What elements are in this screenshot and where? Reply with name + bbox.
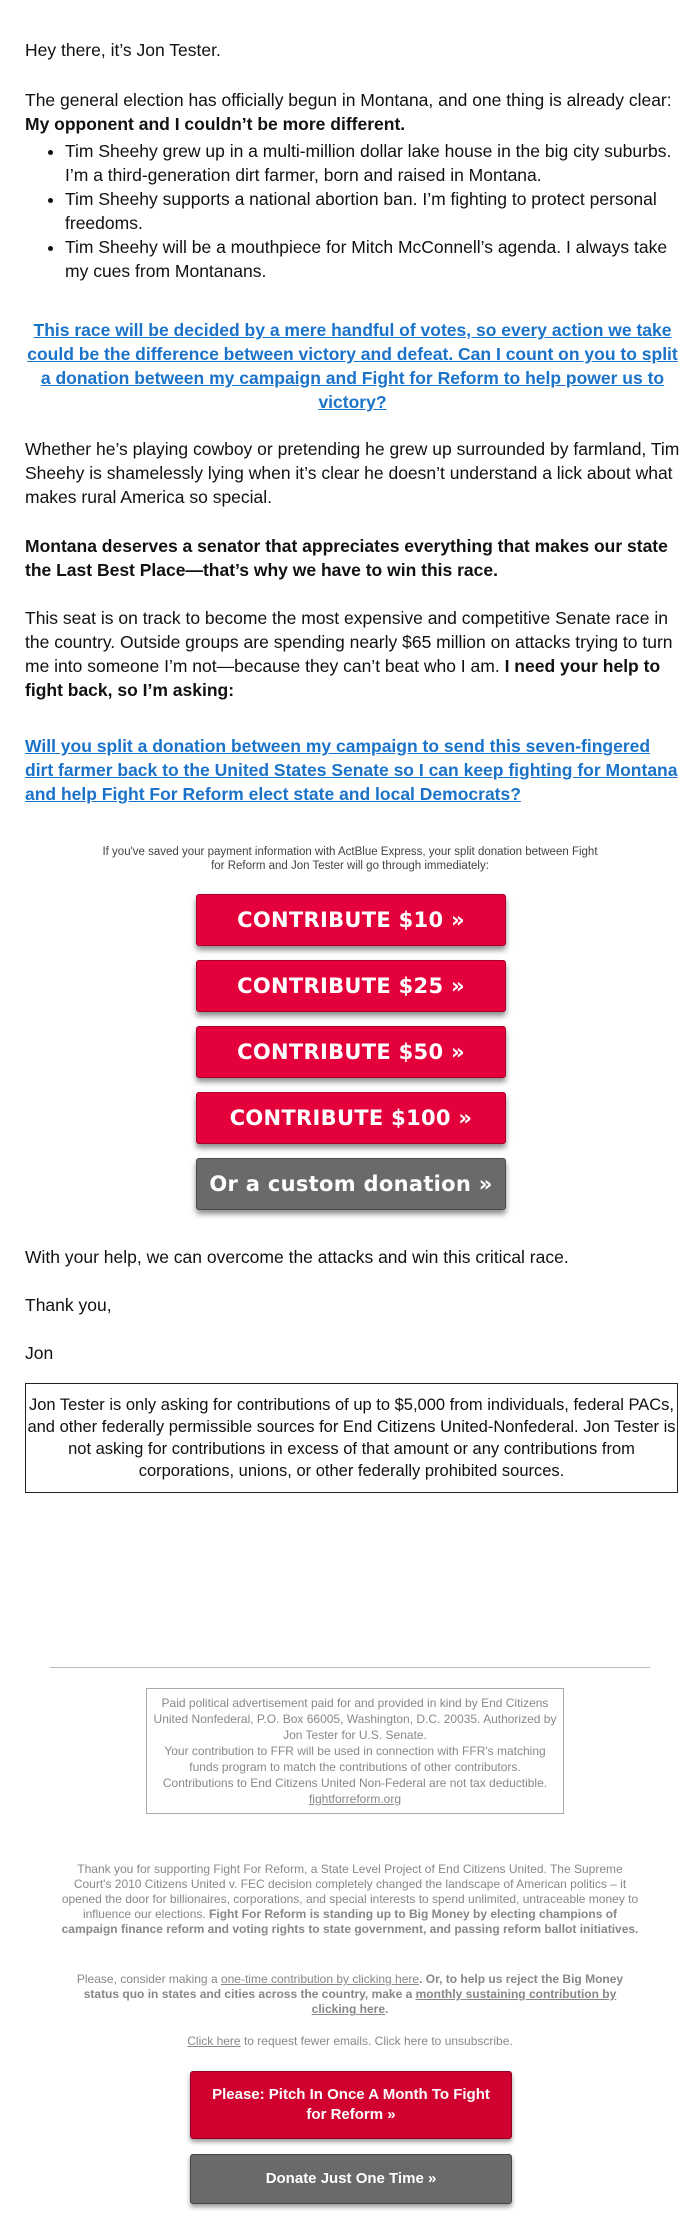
thanks-line: Thank you,: [25, 1295, 112, 1315]
footer-divider: [50, 1667, 650, 1668]
montana-paragraph: Montana deserves a senator that appreciates everything that makes our state the Last Best Place—that’s why we have to win this race.: [25, 536, 668, 580]
website-link[interactable]: fightforreform.org: [308, 1792, 402, 1806]
one-time-contribution-link[interactable]: one-time contribution by clicking here: [220, 1972, 420, 1986]
cowboy-paragraph: Whether he’s playing cowboy or pretending he grew up surrounded by farmland, Tim Sheehy is shamelessly lying when it’s clear he doesn’t understand a lick about what makes rural America so special.: [25, 439, 680, 507]
donation-link-paragraph-1: [25, 318, 680, 414]
intro-text: The general election has officially begun in Montana, and one thing is already clear:: [25, 90, 672, 110]
monthly-contribution-link[interactable]: monthly sustaining contribution by clicking here: [311, 1987, 617, 2016]
footer-consider: Please, consider making a one-time contribution by clicking here. Or, to help us reject the Big Money status quo in states and cities across the country, make a monthly sustaining contribution by clicking here.: [76, 1972, 624, 2016]
tax-line: Contributions to End Citizens United Non-Federal are not tax deductible.: [162, 1776, 548, 1790]
actblue-note: If you've saved your payment information with ActBlue Express, your split donation between Fight for Reform and Jon Tester will go through immediately:: [102, 846, 598, 872]
contribute-50-button[interactable]: CONTRIBUTE $50 »: [196, 1026, 506, 1078]
list-item: • Tim Sheehy grew up in a multi-million dollar lake house in the big city suburbs. I’m a third-generation dirt farmer, born and raised in Montana.: [65, 139, 680, 187]
comparison-list: [25, 139, 680, 283]
custom-donation-button[interactable]: Or a custom donation »: [196, 1158, 506, 1210]
matching-funds-line: Your contribution to FFR will be used in connection with FFR's matching funds program to match the contributions of other contributors.: [164, 1744, 546, 1774]
unsubscribe-text[interactable]: to request fewer emails. Click here to unsubscribe.: [240, 2034, 513, 2048]
seat-paragraph: [25, 606, 680, 702]
footer-about: [60, 1862, 640, 1937]
monthly-donation-button[interactable]: Please: Pitch In Once A Month To Fight for Reform »: [190, 2071, 512, 2139]
paid-for-line: Paid political advertisement paid for and provided in kind by End Citizens United Nonfederal, P.O. Box 66005, Washington, D.C. 20035. Authorized by Jon Tester for U.S. Senate.: [153, 1696, 557, 1742]
contribute-10-button[interactable]: CONTRIBUTE $10 »: [196, 894, 506, 946]
split-donation-link-2[interactable]: Will you split a donation between my campaign to send this seven-fingered dirt farmer back to the United States Senate so I can keep fighting for Montana and help Fight For Reform elect state and local Democrats?: [25, 736, 678, 804]
signature: Jon: [25, 1343, 54, 1363]
contribute-25-button[interactable]: CONTRIBUTE $25 »: [196, 960, 506, 1012]
greeting: Hey there, it’s Jon Tester.: [25, 40, 221, 60]
contribution-disclaimer: Jon Tester is only asking for contributions of up to $5,000 from individuals, federal PACs, and other federally permissible sources for End Citizens United-Nonfederal. Jon Tester is not asking for contributions in excess of that amount or any contributions from corporations, unions, or other federally prohibited sources.: [25, 1383, 678, 1493]
one-time-donation-button[interactable]: Donate Just One Time »: [190, 2154, 512, 2204]
closing-paragraph: With your help, we can overcome the attacks and win this critical race.: [25, 1247, 569, 1267]
seat-text: This seat is on track to become the most expensive and competitive Senate race in the country. Outside groups are spending nearly $65 million on attacks trying to turn me into someone I’m not—because they can’t beat who I am.: [25, 608, 673, 676]
fewer-emails-link[interactable]: Click here: [187, 2034, 241, 2048]
donation-link-paragraph-2: [25, 734, 680, 806]
seat-bold: I need your help to fight back, so I’m asking:: [25, 656, 661, 700]
footer-about-text: Thank you for supporting Fight For Reform, a State Level Project of End Citizens United. The Supreme Court's 2010 Citizens United v. FEC decision completely changed the landscape of American politics – it opened the door for billionaires, corporations, and special interests to spend unlimited, untraceable money to influence our elections.: [61, 1862, 639, 1921]
contribute-100-button[interactable]: CONTRIBUTE $100 »: [196, 1092, 506, 1144]
list-item: • Tim Sheehy will be a mouthpiece for Mitch McConnell’s agenda. I always take my cues from Montanans.: [65, 235, 680, 283]
footer-unsubscribe: [60, 2034, 640, 2049]
paid-for-box: [146, 1688, 564, 1814]
intro-paragraph: [25, 88, 680, 136]
intro-bold: My opponent and I couldn’t be more different.: [25, 114, 406, 134]
split-donation-link-1[interactable]: This race will be decided by a mere handful of votes, so every action we take could be the difference between victory and defeat. Can I count on you to split a donation between my campaign and Fight for Reform to help power us to victory?: [27, 320, 678, 412]
list-item: • Tim Sheehy supports a national abortion ban. I’m fighting to protect personal freedoms.: [65, 187, 680, 235]
footer-about-bold: Fight For Reform is standing up to Big Money by electing champions of campaign finance reform and voting rights to state government, and passing reform ballot initiatives.: [61, 1907, 639, 1936]
